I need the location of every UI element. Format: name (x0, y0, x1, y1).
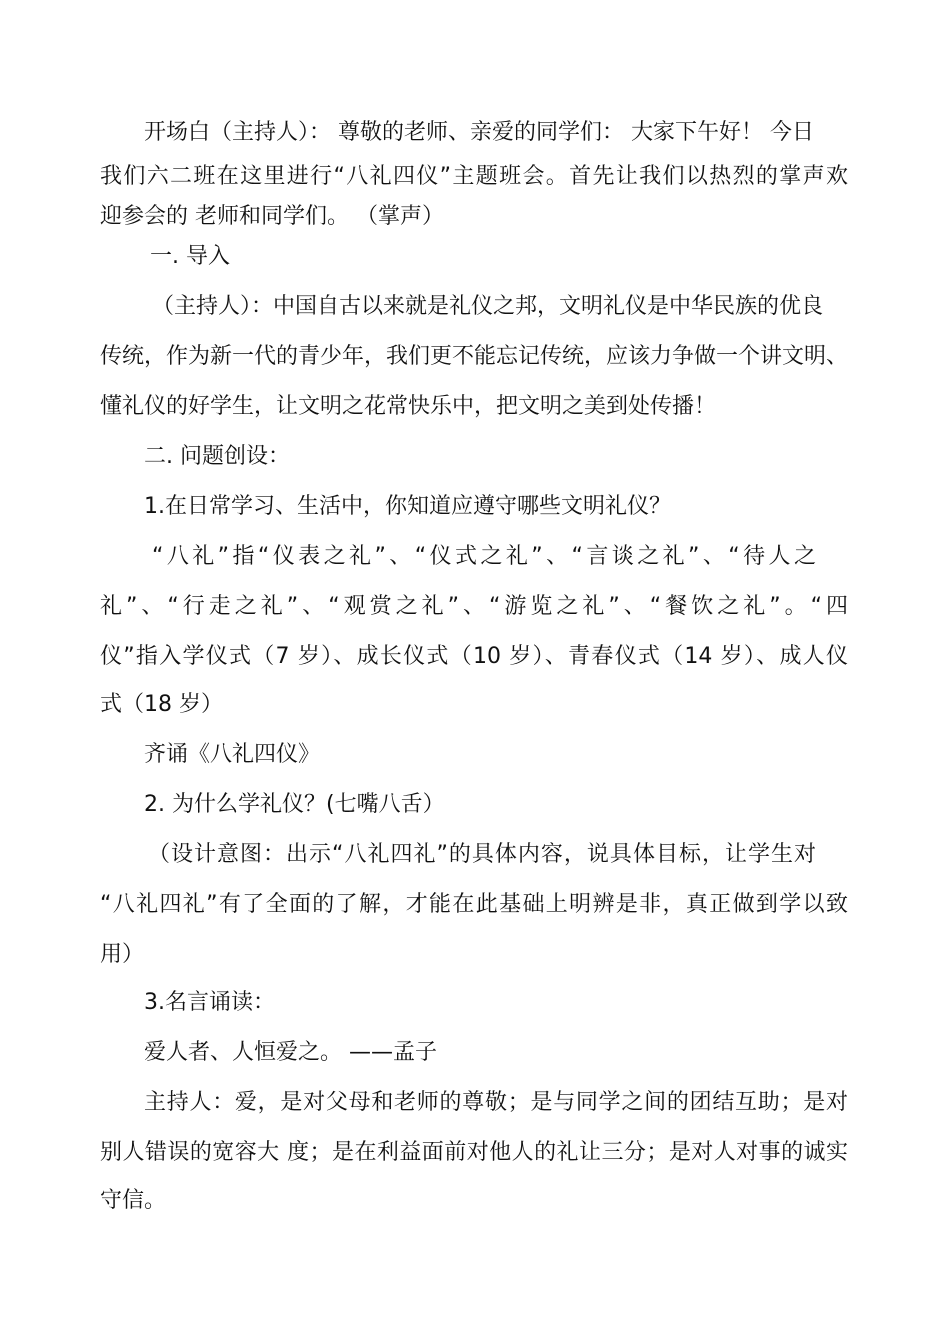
host-intro-line-2: 传统，作为新一代的青少年，我们更不能忘记传统，应该力争做一个讲文明、 (100, 344, 849, 369)
question-3: 3.名言诵读： (144, 990, 275, 1015)
recite-line: 齐诵《八礼四仪》 (144, 742, 321, 767)
opening-line-3: 迎参会的 老师和同学们。 （掌声） (100, 204, 444, 229)
design-intent-line-2: “八礼四礼”有了全面的了解，才能在此基础上明辨是非，真正做到学以致 (100, 892, 848, 917)
host-love-line-3: 守信。 (100, 1188, 167, 1213)
eight-rites-line-2: 礼”、“行走之礼”、“观赏之礼”、“游览之礼”、“餐饮之礼”。“四 (100, 594, 848, 619)
design-intent-line-1: （设计意图：出示“八礼四礼”的具体内容，说具体目标，让学生对 (148, 842, 816, 867)
question-2: 2. 为什么学礼仪？(七嘴八舌） (144, 792, 445, 817)
host-intro-line-3: 懂礼仪的好学生，让文明之花常快乐中，把文明之美到处传播！ (100, 394, 717, 419)
design-intent-line-3: 用） (100, 942, 145, 967)
question-1: 1.在日常学习、生活中，你知道应遵守哪些文明礼仪？ (144, 494, 671, 519)
host-love-line-1: 主持人：爱，是对父母和老师的尊敬；是与同学之间的团结互助；是对 (144, 1090, 848, 1115)
host-love-line-2: 别人错误的宽容大 度；是在利益面前对他人的礼让三分；是对人对事的诚实 (100, 1140, 848, 1165)
eight-rites-line-1: “八礼”指“仪表之礼”、“仪式之礼”、“言谈之礼”、“待人之 (152, 544, 816, 569)
section-2-heading: 二. 问题创设： (144, 444, 290, 469)
eight-rites-line-3: 仪”指入学仪式（7 岁）、成长仪式（10 岁）、青春仪式（14 岁）、成人仪 (100, 644, 848, 669)
opening-line-2: 我们六二班在这里进行“八礼四仪”主题班会。首先让我们以热烈的掌声欢 (100, 164, 848, 189)
section-1-heading: 一. 导入 (150, 244, 230, 269)
eight-rites-line-4: 式（18 岁） (100, 692, 223, 717)
opening-line-1: 开场白（主持人）： 尊敬的老师、亲爱的同学们： 大家下午好！ 今日 (144, 120, 814, 145)
host-intro-line-1: （主持人）：中国自古以来就是礼仪之邦，文明礼仪是中华民族的优良 (152, 294, 824, 319)
quote-line: 爱人者、人恒爱之。 ——孟子 (144, 1040, 437, 1065)
